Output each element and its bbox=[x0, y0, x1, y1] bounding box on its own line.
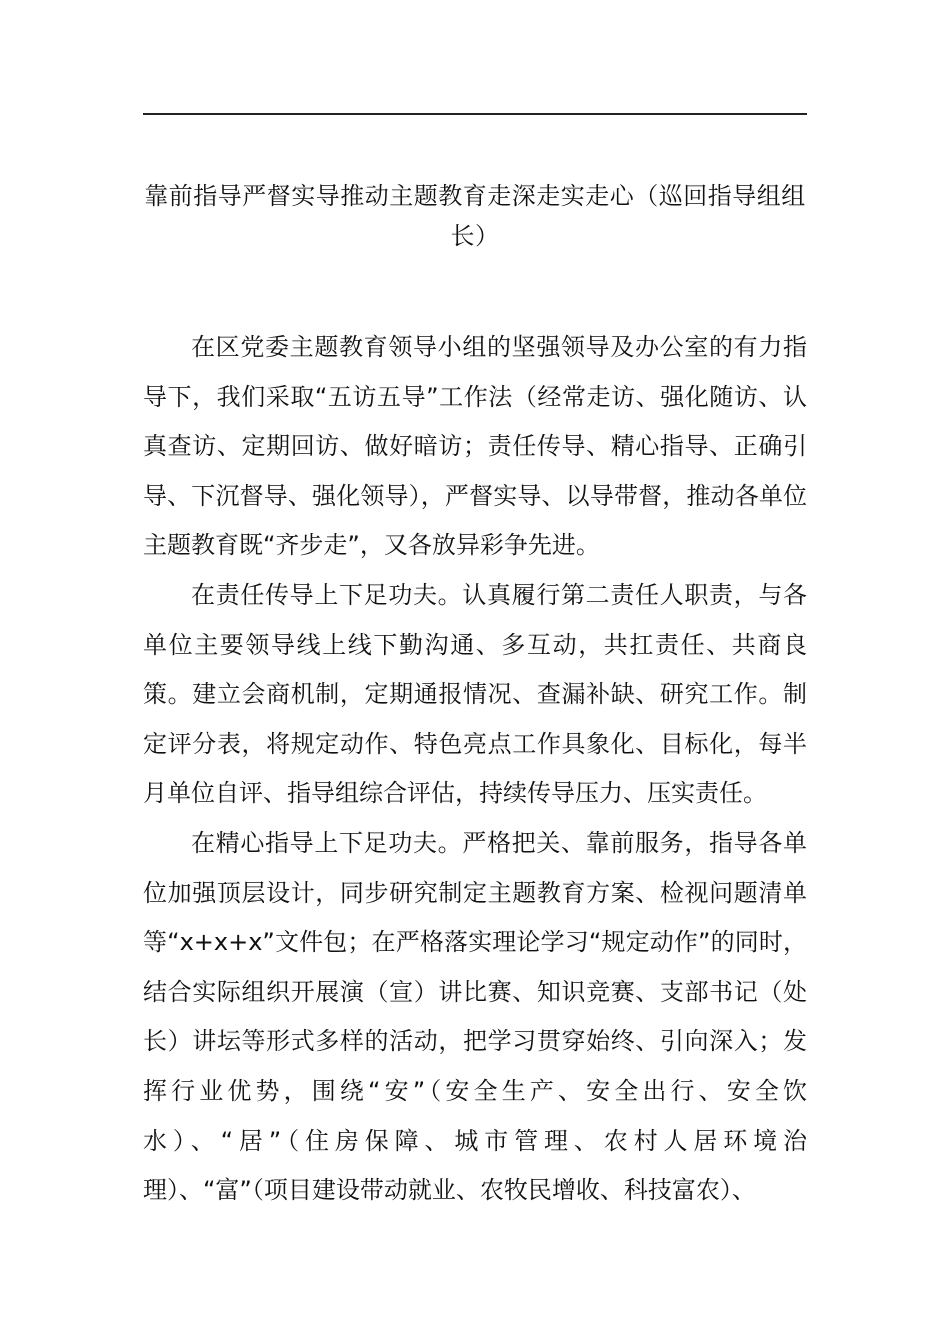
paragraph: 在责任传导上下足功夫。认真履行第二责任人职责，与各单位主要领导线上线下勤沟通、多互动，共扛责任、共商良策。建立会商机制，定期通报情况、查漏补缺、研究工作。制定评分表，将规定动作、特色亮点工作具象化、目标化，每半月单位自评、指导组综合评估，持续传导压力、压实责任。 bbox=[143, 580, 807, 808]
document-body bbox=[143, 323, 807, 1216]
paragraph: 在区党委主题教育领导小组的坚强领导及办公室的有力指导下，我们采取“五访五导”工作法（经常走访、强化随访、认真查访、定期回访、做好暗访；责任传导、精心指导、正确引导、下沉督导、强化领导），严督实导、以导带督，推动各单位主题教育既“齐步走”，又各放异彩争先进。 bbox=[143, 333, 807, 560]
document-title: 靠前指导严督实导推动主题教育走深走实走心（巡回指导组组长） bbox=[144, 182, 806, 250]
paragraph: 在精心指导上下足功夫。严格把关、靠前服务，指导各单位加强顶层设计，同步研究制定主题教育方案、检视问题清单等“x+x+x”文件包；在严格落实理论学习“规定动作”的同时，结合实际组织开展演（宣）讲比赛、知识竞赛、支部书记（处长）讲坛等形式多样的活动，把学习贯穿始终、引向深入；发挥行业优势，围绕“安”（安全生产、安全出行、安全饮水）、“居”（住房保障、城市管理、农村人居环境治理）、“富”（项目建设带动就业、农牧民增收、科技富农）、 bbox=[143, 828, 807, 1205]
header-rule bbox=[143, 113, 807, 115]
